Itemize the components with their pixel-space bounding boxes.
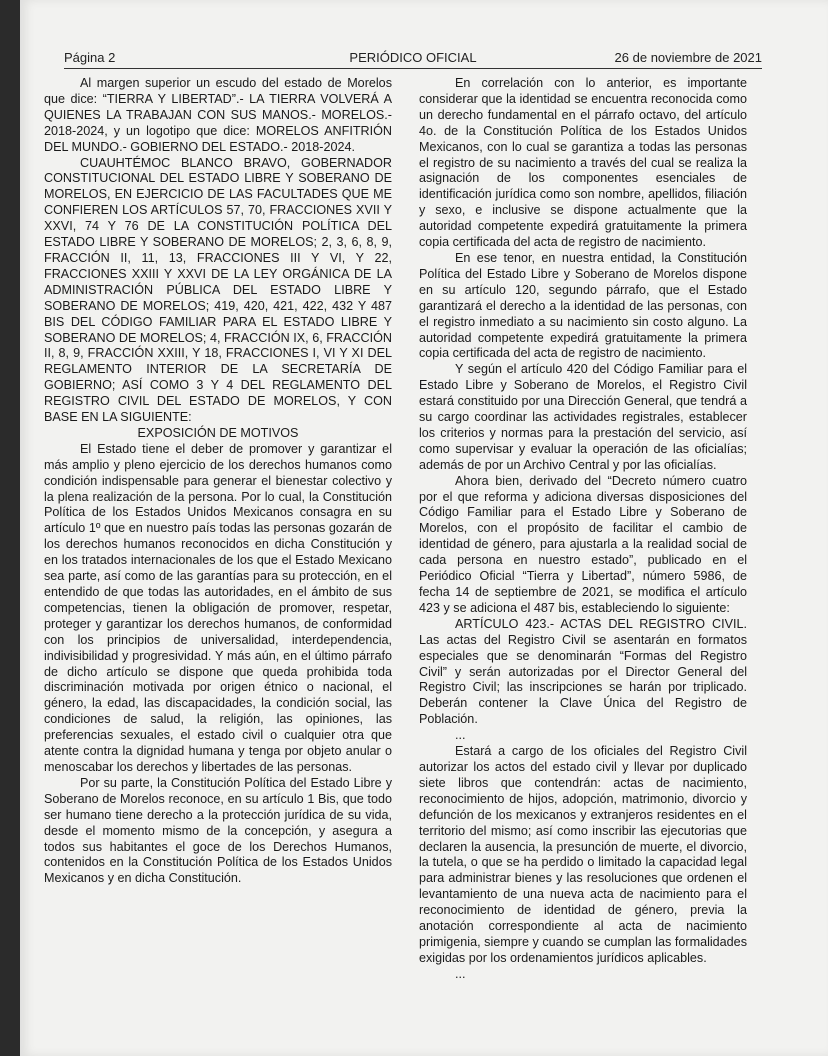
publication-date: 26 de noviembre de 2021 [614, 50, 762, 65]
paragraph: Ahora bien, derivado del “Decreto número cuatro por el que reforma y adiciona diversas disposiciones del Código Familiar para el Estado Libre y Soberano de Morelos, con el propósito de facilitar el cambio de identidad de género, para ajustarla a la realidad social de cada persona en nuestro estado”, publicado en el Periódico Oficial “Tierra y Libertad”, número 5986, de fecha 14 de septiembre de 2021, se modifica el artículo 423 y se adiciona el 487 bis, estableciendo lo siguiente: [419, 473, 747, 615]
left-column [44, 76, 392, 887]
section-heading: EXPOSICIÓN DE MOTIVOS [137, 425, 299, 440]
paragraph: Por su parte, la Constitución Política del Estado Libre y Soberano de Morelos reconoce, en su artículo 1 Bis, que todo ser humano tiene derecho a la protección jurídica de su vida, desde el momento mismo de la concepción, y asegura a todos sus habitantes el goce de los Derechos Humanos, contenidos en la Constitución Política de los Estados Unidos Mexicanos y en dicha Constitución. [44, 775, 392, 886]
paragraph: En ese tenor, en nuestra entidad, la Constitución Política del Estado Libre y Soberano de Morelos dispone en su artículo 120, segundo párrafo, que el Estado garantizará el derecho a la identidad de las personas, con el registro inmediato a su nacimiento sin costo alguno. La autoridad competente expedirá gratuitamente la primera copia certificada del acta de registro de nacimiento. [419, 250, 747, 361]
quoted-article: Estará a cargo de los oficiales del Registro Civil autorizar los actos del estado civil y llevar por duplicado siete libros que contendrán: actas de nacimiento, reconocimiento de hijos, adopción, matrimonio, divorcio y defunción de los mexicanos y extranjeros residentes en el territorio del mismo; así como inscribir las ejecutorias que declaren la ausencia, la presunción de muerte, el divorcio, la tutela, o que se ha perdido o limitado la capacidad legal para administrar bienes y las resoluciones que ordenen el levantamiento de una nueva acta de nacimiento para el reconocimiento de identidad de género, previa la anotación correspondiente al acta de nacimiento primigenia, siempre y cuando se cumplan las formalidades exigidas por los ordenamientos jurídicos aplicables. [419, 744, 747, 965]
ellipsis: ... [455, 966, 466, 981]
ellipsis: ... [455, 728, 466, 743]
paragraph: Al margen superior un escudo del estado de Morelos que dice: “TIERRA Y LIBERTAD”.- LA TIERRA VOLVERÁ A QUIENES LA TRABAJAN CON SUS MANOS.- MORELOS.- 2018-2024, y un logotipo que dice: MORELOS ANFITRIÓN DEL MUNDO.- GOBIERNO DEL ESTADO.- 2018-2024. [44, 76, 392, 154]
paragraph: En correlación con lo anterior, es importante considerar que la identidad se encuentra reconocida como un derecho fundamental en el párrafo octavo, del artículo 4o. de la Constitución Política de los Estados Unidos Mexicanos, con lo cual se garantiza a todas las personas el registro de su nacimiento a través del cual se realiza la asignación de los componentes esenciales de identificación jurídica como son nombre, apellidos, filiación y sexo, e inclusive se dispone actualmente que la autoridad competente expedirá gratuitamente la primera copia certificada del acta de registro de nacimiento. [419, 76, 747, 250]
publication-title: PERIÓDICO OFICIAL [349, 50, 477, 65]
page-number: Página 2 [64, 50, 116, 65]
paragraph: CUAUHTÉMOC BLANCO BRAVO, GOBERNADOR CONSTITUCIONAL DEL ESTADO LIBRE Y SOBERANO DE MORELOS, EN EJERCICIO DE LAS FACULTADES QUE ME CONFIEREN LOS ARTÍCULOS 57, 70, FRACCIONES XVII Y XXVI, 74 Y 76 DE LA CONSTITUCIÓN POLÍTICA DEL ESTADO LIBRE Y SOBERANO DE MORELOS; 2, 3, 6, 8, 9, FRACCIÓN II, 11, 13, FRACCIONES III Y VI, Y 22, FRACCIONES XXIII Y XXVI DE LA LEY ORGÁNICA DE LA ADMINISTRACIÓN PÚBLICA DEL ESTADO LIBRE Y SOBERANO DE MORELOS; 419, 420, 421, 422, 432 Y 487 BIS DEL CÓDIGO FAMILIAR PARA EL ESTADO LIBRE Y SOBERANO DE MORELOS; 4, FRACCIÓN IX, 6, FRACCIÓN II, 8, 9, FRACCIÓN XXIII, Y 18, FRACCIONES I, VI Y XI DEL REGLAMENTO INTERIOR DE LA SECRETARÍA DE GOBIERNO; ASÍ COMO 3 Y 4 DEL REGLAMENTO DEL REGISTRO CIVIL DEL ESTADO DE MORELOS, Y CON BASE EN LA SIGUIENTE: [44, 155, 392, 425]
page-header [64, 50, 762, 69]
paragraph: El Estado tiene el deber de promover y garantizar el más amplio y pleno ejercicio de los derechos humanos como condición indispensable para generar el bienestar colectivo y la plena realización de la persona. Por lo cual, la Constitución Política de los Estados Unidos Mexicanos consagra en su artículo 1º que en nuestro país todas las personas gozarán de los derechos humanos reconocidos en dicha Constitución y en los tratados internacionales de los que el Estado Mexicano sea parte, así como de las garantías para su protección, en el entendido de que todas las autoridades, en el ámbito de sus competencias, tienen la obligación de promover, respetar, proteger y garantizar los derechos humanos, de conformidad con los principios de universalidad, interdependencia, indivisibilidad y progresividad. Y más aún, en el último párrafo de dicho artículo se dispone que queda prohibida toda discriminación motivada por origen étnico o nacional, el género, la edad, las discapacidades, la condición social, las condiciones de salud, la religión, las opiniones, las preferencias sexuales, el estado civil o cualquier otra que atente contra la dignidad humana y tenga por objeto anular o menoscabar los derechos y libertades de las personas. [44, 441, 392, 774]
right-column [419, 76, 747, 983]
paragraph: Y según el artículo 420 del Código Familiar para el Estado Libre y Soberano de Morelos, el Registro Civil estará constituido por una Dirección General, que tendrá a su cargo coordinar las actividades registrales, establecer los criterios y normas para la prestación del servicio, así como supervisar y evaluar la operación de las oficialías; además de por un Archivo Central y por las oficialías. [419, 362, 747, 472]
quoted-article: ARTÍCULO 423.- ACTAS DEL REGISTRO CIVIL. Las actas del Registro Civil se asentarán en formatos especiales que se denominarán “Formas del Registro Civil” y serán autorizadas por el Director General del Registro Civil; las inscripciones se harán por triplicado. Deberán contener la Clave Única del Registro de Población. [419, 616, 747, 727]
